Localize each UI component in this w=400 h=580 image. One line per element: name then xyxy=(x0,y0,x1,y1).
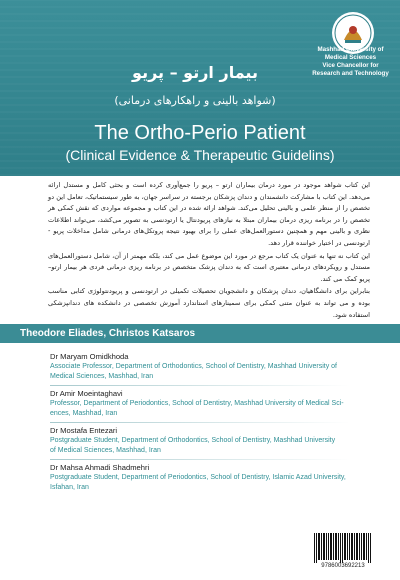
persian-subtitle: (شواهد بالینی و راهکارهای درمانی) xyxy=(114,94,276,107)
book-description xyxy=(48,180,370,322)
contributor-prefix: Dr xyxy=(50,389,59,398)
divider xyxy=(50,459,350,460)
institution-line-2: Medical Sciences xyxy=(324,54,377,61)
contributor-affiliation-line: Postgraduate Student, Department of Periodontics, School of Dentistry, Islamic Azad University, xyxy=(50,474,346,481)
divider xyxy=(50,385,350,386)
contributor-affiliation-line: Medical Sciences, Mashhad, Iran xyxy=(50,372,154,380)
contributor-name: Maryam Omidkhoda xyxy=(60,352,129,361)
isbn-number: 9786003692213 xyxy=(321,563,365,569)
isbn-barcode xyxy=(312,533,374,563)
contributor-prefix: Dr xyxy=(50,352,59,361)
contributor-affiliation-line: Professor, Department of Periodontics, School of Dentistry, Mashhad University of Medical Sci- xyxy=(50,400,344,407)
institution-line-4: Research and Technology xyxy=(312,70,389,77)
contributor-affiliation-line: of Medical Sciences, Mashhad, Iran xyxy=(50,446,161,454)
contributor-name: Mostafa Entezari xyxy=(60,426,118,435)
contributor-2 xyxy=(50,389,380,418)
contributor-3 xyxy=(50,426,380,455)
institution-line-1: Mashhad University of xyxy=(317,46,384,53)
contributor-affiliation-line: ences, Mashhad, Iran xyxy=(50,409,118,417)
persian-title: بیمار ارتو – پریو xyxy=(132,63,258,82)
contributor-1 xyxy=(50,352,380,381)
english-subtitle: (Clinical Evidence & Therapeutic Guidelins) xyxy=(65,147,335,163)
contributor-name: Amir Moeintaghavi xyxy=(59,389,123,398)
description-paragraph-1: این کتاب شواهد موجود در مورد درمان بیماران ارتو – پریو را جمع‌آوری کرده است و بحثی کامل و مستدل ارائه می‌دهد. این کتاب با مشارکت دانشمندان و دندان پزشکان برجسته در سراسر جهان، به طور سیستماتیک، تعامل این دو تخصص را از منظر علمی و بالینی تحلیل می‌کند. شواهد ارائه شده در این کتاب و مجموعه مواردی که نقش کمکی هر تخصص را در برنامه ریزی درمان بیماران مبتلا به نیازهای پریودنتال یا ارتودنسی به تصویر می‌کشد، می‌تواند اطلاعات نظری و بالینی مهم و همچنین دستورالعمل‌های عملی را برای بهبود نتیجه پروتکل‌های درمانی شامل مداخلات پریو - ارتودنسی در اختیار خواننده قرار دهد. xyxy=(48,181,370,247)
contributor-name: Mahsa Ahmadi Shadmehri xyxy=(60,463,150,472)
description-paragraph-2: این کتاب نه تنها به عنوان یک کتاب مرجع در مورد این موضوع عمل می کند، بلکه مهمتر از آن، شامل دستورالعمل‌های مستدل و رویکردهای درمانی معتبری است که به دندان پزشک متخصص در برنامه ریزی درمانی فردی هر بیمار ارتو–پریو کمک می کند. xyxy=(48,251,370,283)
divider xyxy=(50,422,350,423)
contributor-affiliation-line: Associate Professor, Department of Orthodontics, School of Dentistry, Mashhad University of xyxy=(50,363,337,370)
contributor-prefix: Dr xyxy=(50,463,59,472)
contributor-prefix: Dr xyxy=(50,426,59,435)
authors-bar: Theodore Eliades, Christos Katsaros xyxy=(0,324,400,343)
contributor-4 xyxy=(50,463,380,492)
contributor-affiliation-line: Isfahan, Iran xyxy=(50,483,89,491)
contributor-affiliation-line: Postgraduate Student, Department of Orthodontics, School of Dentistry, Mashhad University xyxy=(50,437,336,444)
english-title: The Ortho-Perio Patient xyxy=(94,122,306,144)
university-name xyxy=(303,46,398,78)
institution-line-3: Vice Chancellor for xyxy=(322,62,379,69)
description-paragraph-3: بنابراین برای دانشگاهیان، دندان پزشکان و دانشجویان تحصیلات تکمیلی در ارتودنسی و پریودنتولوژی کتابی مناسب بوده و می تواند به عنوان متنی کمکی برای سمینارهای استاندارد آموزش تخصصی در دانشکده های دندانپزشکی استفاده شود. xyxy=(48,287,370,319)
